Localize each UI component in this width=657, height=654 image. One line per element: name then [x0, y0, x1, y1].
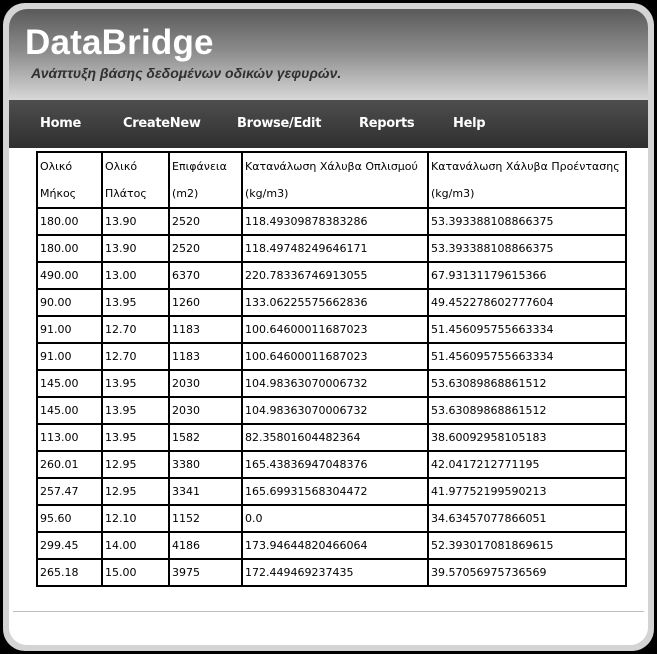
table-row	[37, 397, 626, 424]
nav-help-link[interactable]: Help	[453, 116, 486, 131]
total-width-cell: 13.90	[102, 235, 169, 262]
area-cell: 1183	[169, 343, 242, 370]
reinforcement-steel-cell: 172.449469237435	[242, 559, 428, 586]
column-header-prestress-steel: Κατανάλωση Χάλυβα Προέντασης (kg/m3)	[428, 152, 626, 208]
table-row	[37, 505, 626, 532]
reinforcement-steel-cell: 133.06225575662836	[242, 289, 428, 316]
nav-reports-link[interactable]: Reports	[359, 116, 415, 131]
area-cell: 2520	[169, 235, 242, 262]
reinforcement-steel-cell: 118.49748249646171	[242, 235, 428, 262]
reinforcement-steel-cell: 104.98363070006732	[242, 370, 428, 397]
area-cell: 2520	[169, 208, 242, 235]
total-width-cell: 12.70	[102, 316, 169, 343]
prestress-steel-cell: 67.93131179615366	[428, 262, 626, 289]
table-row	[37, 208, 626, 235]
reinforcement-steel-cell: 0.0	[242, 505, 428, 532]
total-width-cell: 13.95	[102, 289, 169, 316]
prestress-steel-cell: 53.393388108866375	[428, 235, 626, 262]
prestress-steel-cell: 41.97752199590213	[428, 478, 626, 505]
total-length-cell: 260.01	[37, 451, 102, 478]
table-row	[37, 262, 626, 289]
area-cell: 4186	[169, 532, 242, 559]
prestress-steel-cell: 52.393017081869615	[428, 532, 626, 559]
nav-browse-edit-link[interactable]: Browse/Edit	[237, 116, 322, 131]
total-length-cell: 180.00	[37, 235, 102, 262]
table-row	[37, 559, 626, 586]
total-width-cell: 13.95	[102, 397, 169, 424]
total-length-cell: 91.00	[37, 316, 102, 343]
prestress-steel-cell: 38.60092958105183	[428, 424, 626, 451]
window-frame	[3, 3, 654, 651]
area-cell: 1183	[169, 316, 242, 343]
page-footer	[9, 612, 648, 645]
bridges-table	[36, 151, 627, 587]
area-cell: 6370	[169, 262, 242, 289]
column-header-total-width: Ολικό Πλάτος	[102, 152, 169, 208]
total-width-cell: 15.00	[102, 559, 169, 586]
total-length-cell: 265.18	[37, 559, 102, 586]
area-cell: 1582	[169, 424, 242, 451]
total-width-cell: 12.95	[102, 451, 169, 478]
site-title: DataBridge	[25, 23, 214, 62]
column-header-reinforcement-steel: Κατανάλωση Χάλυβα Οπλισμού (kg/m3)	[242, 152, 428, 208]
reinforcement-steel-cell: 100.64600011687023	[242, 316, 428, 343]
total-width-cell: 12.95	[102, 478, 169, 505]
prestress-steel-cell: 49.452278602777604	[428, 289, 626, 316]
total-width-cell: 13.95	[102, 424, 169, 451]
table-row	[37, 424, 626, 451]
reinforcement-steel-cell: 100.64600011687023	[242, 343, 428, 370]
total-length-cell: 180.00	[37, 208, 102, 235]
total-width-cell: 13.00	[102, 262, 169, 289]
total-width-cell: 13.90	[102, 208, 169, 235]
reinforcement-steel-cell: 104.98363070006732	[242, 397, 428, 424]
area-cell: 1152	[169, 505, 242, 532]
prestress-steel-cell: 53.393388108866375	[428, 208, 626, 235]
total-length-cell: 90.00	[37, 289, 102, 316]
table-row	[37, 235, 626, 262]
total-length-cell: 299.45	[37, 532, 102, 559]
prestress-steel-cell: 51.456095755663334	[428, 316, 626, 343]
total-length-cell: 113.00	[37, 424, 102, 451]
prestress-steel-cell: 34.63457077866051	[428, 505, 626, 532]
column-header-area: Επιφάνεια (m2)	[169, 152, 242, 208]
table-row	[37, 289, 626, 316]
page-container	[9, 9, 648, 645]
prestress-steel-cell: 53.63089868861512	[428, 397, 626, 424]
total-width-cell: 12.10	[102, 505, 169, 532]
reinforcement-steel-cell: 220.78336746913055	[242, 262, 428, 289]
area-cell: 3380	[169, 451, 242, 478]
total-length-cell: 91.00	[37, 343, 102, 370]
prestress-steel-cell: 39.57056975736569	[428, 559, 626, 586]
main-nav	[9, 100, 648, 148]
total-length-cell: 490.00	[37, 262, 102, 289]
reinforcement-steel-cell: 118.49309878383286	[242, 208, 428, 235]
area-cell: 2030	[169, 370, 242, 397]
reinforcement-steel-cell: 165.43836947048376	[242, 451, 428, 478]
reinforcement-steel-cell: 173.94644820466064	[242, 532, 428, 559]
nav-home-link[interactable]: Home	[40, 116, 81, 131]
table-row	[37, 370, 626, 397]
table-row	[37, 451, 626, 478]
total-length-cell: 145.00	[37, 370, 102, 397]
prestress-steel-cell: 51.456095755663334	[428, 343, 626, 370]
total-width-cell: 14.00	[102, 532, 169, 559]
site-header	[9, 9, 648, 100]
prestress-steel-cell: 53.63089868861512	[428, 370, 626, 397]
table-header-row	[37, 152, 626, 208]
total-length-cell: 145.00	[37, 397, 102, 424]
table-row	[37, 532, 626, 559]
total-length-cell: 95.60	[37, 505, 102, 532]
total-width-cell: 13.95	[102, 370, 169, 397]
area-cell: 1260	[169, 289, 242, 316]
area-cell: 2030	[169, 397, 242, 424]
table-row	[37, 343, 626, 370]
prestress-steel-cell: 42.0417212771195	[428, 451, 626, 478]
table-row	[37, 316, 626, 343]
area-cell: 3341	[169, 478, 242, 505]
site-subtitle: Ανάπτυξη βάσης δεδομένων οδικών γεφυρών.	[31, 65, 342, 81]
table-row	[37, 478, 626, 505]
column-header-total-length: Ολικό Μήκος	[37, 152, 102, 208]
total-width-cell: 12.70	[102, 343, 169, 370]
total-length-cell: 257.47	[37, 478, 102, 505]
reinforcement-steel-cell: 165.69931568304472	[242, 478, 428, 505]
nav-createnew-link[interactable]: CreateNew	[123, 116, 201, 131]
main-content	[9, 148, 648, 614]
area-cell: 3975	[169, 559, 242, 586]
reinforcement-steel-cell: 82.35801604482364	[242, 424, 428, 451]
